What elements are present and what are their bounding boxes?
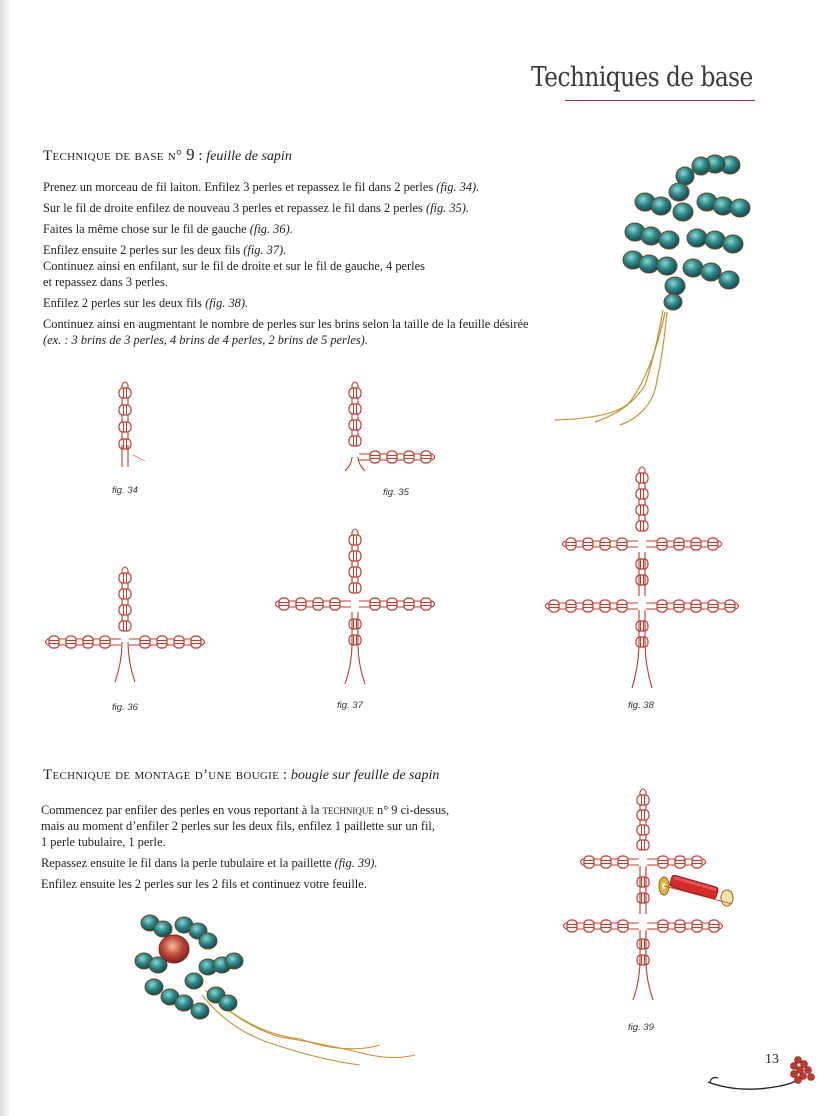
bead <box>636 489 648 499</box>
fig-34-diagram <box>100 375 160 475</box>
bead <box>600 600 610 612</box>
fig-37-caption: fig. 37 <box>337 700 363 711</box>
wire <box>633 960 640 1000</box>
beaded-candle-leaf-photo <box>130 905 420 1070</box>
bead <box>119 388 131 398</box>
bead <box>349 436 361 446</box>
wire <box>128 642 135 682</box>
bead <box>708 600 718 612</box>
bead <box>349 551 361 561</box>
bead <box>583 538 593 550</box>
fig-36-diagram <box>35 560 220 695</box>
bead <box>709 920 719 932</box>
bead <box>637 877 649 887</box>
wire <box>345 457 352 471</box>
section2-subtitle: bougie sur feuille de sapin <box>290 768 440 783</box>
bead <box>119 439 131 449</box>
page-header-title: Techniques de base <box>531 62 753 93</box>
bead <box>600 538 610 550</box>
bead <box>313 598 323 610</box>
section1-line-9: (ex. : 3 brins de 3 perles, 4 brins de 4 perles, 2 brins de 5 perles). <box>43 333 368 347</box>
bead <box>100 636 110 648</box>
section1-line-7: Enfilez 2 perles sur les deux fils (fig. 38). <box>43 296 249 310</box>
wire <box>345 644 352 684</box>
bead <box>636 575 648 585</box>
bead <box>66 636 76 648</box>
fig-38-diagram <box>525 460 760 695</box>
bead <box>119 621 131 631</box>
wire <box>358 644 365 684</box>
bead <box>349 583 361 593</box>
decorative-bead-ornament <box>700 1050 820 1100</box>
bead <box>119 422 131 432</box>
bead <box>618 920 628 932</box>
bead <box>330 598 340 610</box>
bead <box>674 538 684 550</box>
bead <box>49 636 59 648</box>
bead <box>421 451 431 463</box>
bead <box>675 856 685 868</box>
section2-line-2: mais au moment d’enfiler 2 perles sur les deux fils, enfilez 1 paillette sur un fil, <box>41 819 435 833</box>
bead <box>567 920 577 932</box>
bead <box>636 559 648 569</box>
bead <box>601 920 611 932</box>
section2-line-3: 1 perle tubulaire, 1 perle. <box>41 835 166 849</box>
bead <box>617 600 627 612</box>
bead <box>349 635 361 645</box>
bead <box>349 567 361 577</box>
bead <box>601 856 611 868</box>
bead <box>637 825 649 835</box>
bead <box>636 621 648 631</box>
bead <box>637 893 649 903</box>
section1-line-4: Enfilez ensuite 2 perles sur les deux fils (fig. 37). <box>43 243 287 257</box>
wire <box>358 457 365 471</box>
bead <box>349 404 361 414</box>
sequin-photo <box>159 935 189 963</box>
bead <box>708 538 718 550</box>
page-number: 13 <box>765 1052 779 1067</box>
section1-line-8: Continuez ainsi en augmentant le nombre de perles sur les brins selon la taille de la feuille désirée <box>43 317 529 331</box>
bead <box>349 388 361 398</box>
bead <box>119 573 131 583</box>
bead <box>692 856 702 868</box>
bead <box>692 920 702 932</box>
wire <box>646 960 653 1000</box>
fig-35-caption: fig. 35 <box>383 487 409 498</box>
bead <box>617 538 627 550</box>
bead <box>421 598 431 610</box>
photo-beads <box>623 155 750 310</box>
bead <box>636 637 648 647</box>
bead <box>370 598 380 610</box>
bead <box>725 600 735 612</box>
bead <box>370 451 380 463</box>
bead <box>83 636 93 648</box>
bead <box>618 856 628 868</box>
bead <box>636 473 648 483</box>
bead <box>119 589 131 599</box>
bead <box>566 600 576 612</box>
bead <box>119 605 131 615</box>
bead <box>657 538 667 550</box>
section1-line-5: Continuez ainsi en enfilant, sur le fil de droite et sur le fil de gauche, 4 perles <box>43 259 425 273</box>
section1-title-main: Technique de base n° <box>43 148 183 164</box>
section1-title-number: 9 <box>186 145 195 164</box>
tube-bead <box>669 875 718 900</box>
bead <box>191 636 201 648</box>
bead <box>674 600 684 612</box>
bead <box>349 420 361 430</box>
bead <box>658 856 668 868</box>
fig-39-caption: fig. 39 <box>628 1022 654 1033</box>
bead <box>279 598 289 610</box>
section1-line-3: Faites la même chose sur le fil de gauche (fig. 36). <box>43 222 293 236</box>
bead <box>675 920 685 932</box>
header-underline <box>565 100 755 101</box>
fig-37-diagram <box>262 520 452 690</box>
wire <box>632 642 639 688</box>
section1-line-1: Prenez un morceau de fil laiton. Enfilez 3 perles et repassez le fil dans 2 perles (fig. 34). <box>43 180 480 194</box>
bead <box>584 856 594 868</box>
bead <box>387 451 397 463</box>
bead <box>119 405 131 415</box>
wire <box>645 642 652 688</box>
section2-line-1: Commencez par enfiler des perles en vous reportant à la technique n° 9 ci-dessus, <box>41 803 450 817</box>
section2-title-sep: : <box>279 767 288 783</box>
bead <box>157 636 167 648</box>
fig-38-caption: fig. 38 <box>628 700 654 711</box>
bead <box>636 521 648 531</box>
wire <box>133 455 145 461</box>
bead <box>296 598 306 610</box>
bead <box>584 920 594 932</box>
section2-line-5: Enfilez ensuite les 2 perles sur les 2 fils et continuez votre feuille. <box>41 877 367 891</box>
bead <box>583 600 593 612</box>
section1-line-6: et repassez dans 3 perles. <box>43 275 168 289</box>
bead <box>349 619 361 629</box>
bead <box>637 810 649 820</box>
bead <box>658 920 668 932</box>
bead <box>387 598 397 610</box>
bead <box>349 535 361 545</box>
bead <box>691 600 701 612</box>
bead <box>691 538 701 550</box>
bead <box>637 955 649 965</box>
bead <box>174 636 184 648</box>
bead <box>404 598 414 610</box>
bead <box>637 840 649 850</box>
fig-36-caption: fig. 36 <box>112 702 138 713</box>
fig-39-diagram <box>548 782 748 1012</box>
bead <box>549 600 559 612</box>
section1-title <box>43 145 292 165</box>
bead <box>566 538 576 550</box>
section2-line-4: Repassez ensuite le fil dans la perle tubulaire et la paillette (fig. 39). <box>41 856 378 870</box>
section2-title <box>43 767 439 784</box>
beaded-fir-leaf-photo <box>535 140 755 440</box>
fig-35-diagram <box>325 375 455 475</box>
bead <box>637 795 649 805</box>
section1-title-sep: : <box>194 148 203 164</box>
bead <box>637 939 649 949</box>
bead <box>636 505 648 515</box>
fig-34-caption: fig. 34 <box>112 485 138 496</box>
section1-subtitle: feuille de sapin <box>206 149 292 164</box>
wire <box>115 642 122 682</box>
bead <box>140 636 150 648</box>
section1-line-2: Sur le fil de droite enfilez de nouveau 3 perles et repassez le fil dans 2 perles (fig. 35). <box>43 201 469 215</box>
bead <box>657 600 667 612</box>
section2-title-main: Technique de montage d’une bougie <box>43 767 280 783</box>
bead <box>404 451 414 463</box>
book-binding-shadow <box>0 0 12 1116</box>
